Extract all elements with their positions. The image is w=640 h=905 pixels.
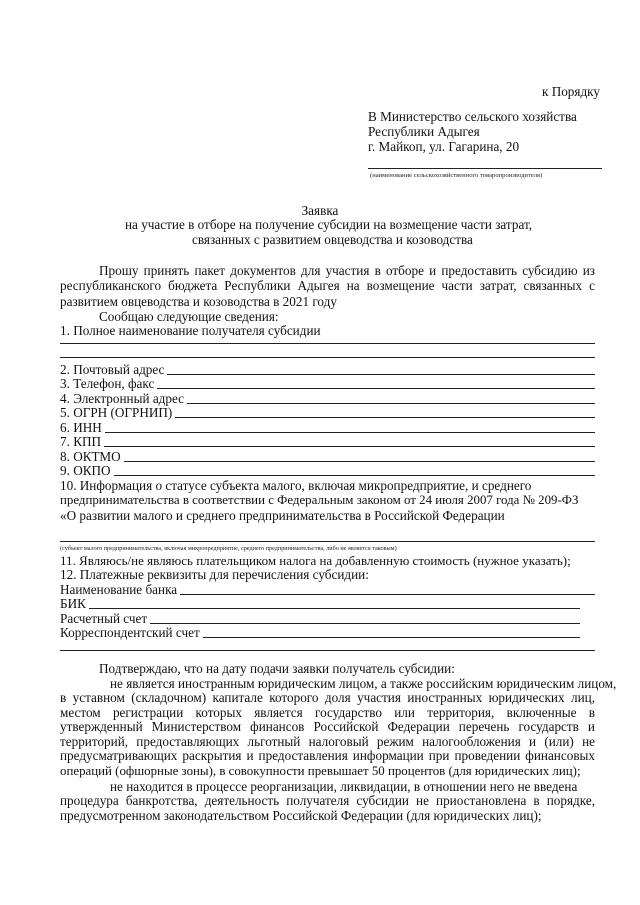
order-reference: к Порядку xyxy=(541,84,600,99)
field-ogrn-label: 5. ОГРН (ОГРНИП) xyxy=(60,405,173,420)
field-account-label: Расчетный счет xyxy=(60,611,148,626)
field-phone-fax[interactable] xyxy=(60,376,595,391)
field-account-input[interactable] xyxy=(150,623,580,624)
field-email-label: 4. Электронный адрес xyxy=(60,391,185,406)
intro-line-3: развитием овцеводства и козоводства в 2021 году xyxy=(60,294,337,309)
confirm-p1-line-7: операций (офшорные зоны), в совокупности превышает 50 процентов (для юридических лиц); xyxy=(60,764,581,778)
field-kpp[interactable] xyxy=(60,434,595,449)
intro-line-1: Прошу принять пакет документов для участия в отборе и предоставить субсидию из xyxy=(99,263,595,278)
field-sme-status-line-2: предпринимательства в соответствии с Федеральным законом от 24 июля 2007 года № 209-ФЗ xyxy=(60,493,579,507)
field-account[interactable] xyxy=(60,611,580,626)
field-ogrn-input[interactable] xyxy=(175,417,595,418)
field-bik-label: БИК xyxy=(60,596,86,611)
field-full-name-line-1[interactable] xyxy=(60,343,595,344)
field-payment-details-label: 12. Платежные реквизиты для перечисления субсидии: xyxy=(60,567,369,582)
document-title: Заявка xyxy=(301,203,339,218)
confirm-p1-line-3: местом регистрации которых является государство или территория, включенные в xyxy=(60,704,595,720)
field-sme-status-line-3: «О развитии малого и среднего предпринимательства в Российской Федерации xyxy=(60,508,505,523)
confirm-p1-line-6: предусматривающих раскрытия и предоставления информации при проведении финансовых xyxy=(60,748,595,764)
field-sme-status-line-1: 10. Информация о статусе субъекта малого, включая микропредприятие, и среднего xyxy=(60,478,532,493)
field-bank-name-label: Наименование банка xyxy=(60,582,178,597)
producer-name-line xyxy=(368,168,602,169)
field-email-input[interactable] xyxy=(187,403,595,404)
field-phone-fax-input[interactable] xyxy=(157,388,595,389)
confirm-p1-line-4: утвержденный Министерством финансов Российской Федерации перечень государств и xyxy=(60,719,595,735)
intro-paragraph-cont xyxy=(60,279,595,294)
confirm-p1-line-2: в уставном (складочном) капитале которого доля участия иностранных юридических лиц, xyxy=(60,690,595,705)
document-subtitle-line-2: связанных с развитием овцеводства и козоводства xyxy=(192,232,473,247)
field-bik[interactable] xyxy=(60,596,580,611)
recipient-line-2: Республики Адыгея xyxy=(368,124,480,139)
confirm-p2-line-3: предусмотренном законодательством Российской Федерации (для юридических лиц); xyxy=(60,808,542,823)
field-bik-input[interactable] xyxy=(89,608,580,609)
field-postal-address-input[interactable] xyxy=(167,374,595,375)
field-ogrn[interactable] xyxy=(60,405,595,420)
confirm-p2-line-1: не находится в процессе реорганизации, ликвидации, в отношении него не введена xyxy=(110,779,578,794)
producer-name-caption: (наименование сельскохозяйственного товаропроизводителя) xyxy=(370,172,543,179)
field-email[interactable] xyxy=(60,391,595,406)
field-oktmo[interactable] xyxy=(60,449,595,464)
confirm-p2-line-2: процедура банкротства, деятельность получателя субсидии не приостановлена в порядке, xyxy=(60,793,595,808)
field-bank-name-input[interactable] xyxy=(180,594,595,595)
field-inn-label: 6. ИНН xyxy=(60,420,102,435)
field-okpo[interactable] xyxy=(60,463,595,478)
field-postal-address[interactable] xyxy=(60,362,595,377)
intro-paragraph xyxy=(99,264,595,279)
field-oktmo-label: 8. ОКТМО xyxy=(60,449,121,464)
document-subtitle-line-1: на участие в отборе на получение субсидии на возмещение части затрат, xyxy=(125,217,533,232)
field-sme-status-caption: (субъект малого предпринимательства, включая микропредприятие, среднего предпринимательства, либо не является таковым) xyxy=(60,545,397,552)
recipient-line-3: г. Майкоп, ул. Гагарина, 20 xyxy=(368,139,520,154)
field-full-name-line-2[interactable] xyxy=(60,357,595,358)
field-oktmo-input[interactable] xyxy=(124,461,595,462)
field-sme-status-input[interactable] xyxy=(60,541,595,542)
field-vat-status: 11. Являюсь/не являюсь плательщиком налога на добавленную стоимость (нужное указать); xyxy=(60,553,571,568)
field-full-name-label: 1. Полное наименование получателя субсидии xyxy=(60,323,321,338)
recipient-line-1: В Министерство сельского хозяйства xyxy=(368,109,577,124)
field-okpo-input[interactable] xyxy=(114,475,595,476)
field-okpo-label: 9. ОКПО xyxy=(60,463,111,478)
field-bank-name[interactable] xyxy=(60,582,595,597)
intro-line-4: Сообщаю следующие сведения: xyxy=(99,309,279,324)
field-extra-line[interactable] xyxy=(60,650,595,651)
field-corr-account-label: Корреспондентский счет xyxy=(60,625,200,640)
confirm-p1-line-1: не является иностранным юридическим лицом, а также российским юридическим лицом, xyxy=(110,676,617,691)
confirm-p1-line-5: территорий, предоставляющих льготный налоговый режим налогообложения и (или) не xyxy=(60,733,595,749)
field-inn-input[interactable] xyxy=(105,432,595,433)
intro-line-2: республиканского бюджета Республики Адыгея на возмещение части затрат, связанных с xyxy=(60,278,595,293)
confirm-paragraph-2 xyxy=(60,794,595,809)
field-postal-address-label: 2. Почтовый адрес xyxy=(60,362,165,377)
field-corr-account-input[interactable] xyxy=(203,637,580,638)
field-phone-fax-label: 3. Телефон, факс xyxy=(60,376,155,391)
confirm-heading: Подтверждаю, что на дату подачи заявки получатель субсидии: xyxy=(99,661,455,676)
confirm-paragraph-1 xyxy=(60,691,595,764)
field-kpp-label: 7. КПП xyxy=(60,434,102,449)
field-inn[interactable] xyxy=(60,420,595,435)
field-corr-account[interactable] xyxy=(60,625,580,640)
field-kpp-input[interactable] xyxy=(104,446,595,447)
